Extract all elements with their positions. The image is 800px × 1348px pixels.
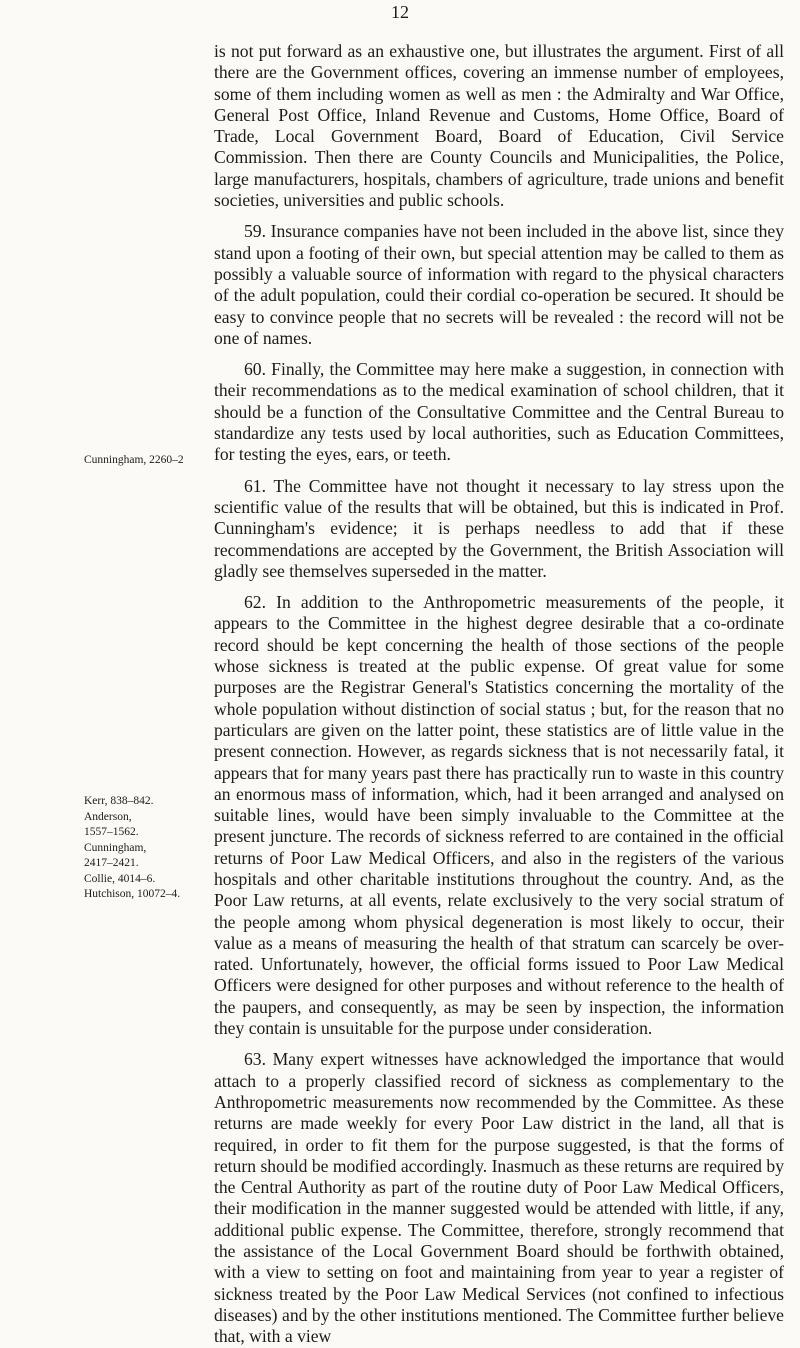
paragraph-59: 59. Insurance companies have not been included in the above list, since they stand upon a footing of their own, but special attention may be called to them as possibly a valuable source of information with regard to the physical characters of the adult population, could their cordial co-operation be secured. It should be easy to convince people that no secrets will be revealed : the record will not be one of names. — [214, 221, 784, 348]
body-text — [214, 41, 784, 1348]
margin-note-line: Kerr, 838–842. — [84, 795, 154, 807]
paragraph-61: 61. The Committee have not thought it necessary to lay stress upon the scientific value of the results that will be obtained, but this is indicated in Prof. Cunningham's evidence; it is perhaps needless to add that if these recommendations are accepted by the Government, the British Association will gladly see themselves superseded in the matter. — [214, 475, 784, 581]
margin-note-line: Collie, 4014–6. — [84, 872, 156, 885]
margin-note-cunningham: Cunningham, 2260–2 — [84, 454, 184, 466]
paragraph-62: 62. In addition to the Anthropometric measurements of the people, it appears to the Committee in the highest degree desirable that a co-ordinate record should be kept concerning the health of those sections of the people whose sickness is treated at the public expense. Of great value for some purposes are the Registrar General's Statistics concerning the mortality of the whole population without distinction of social status ; but, for the reason that no particulars are given on the latter point, these statistics are of little value in the present connection. However, as regards sickness that is not necessarily fatal, it appears that for many years past there has practically run to waste in this country an enormous mass of information, which, had it been arranged and analysed on suitable lines, would have been simply invaluable to the Committee at the present juncture. The records of sickness referred to are contained in the official returns of Poor Law Medical Officers, and also in the registers of the various hospitals and other charitable institutions throughout the country. And, as the Poor Law returns, at all events, relate exclusively to the very social stratum of the people among whom physical degeneration is most likely to occur, their value as a means of measuring the health of that stratum can scarcely be over-rated. Unfortunately, however, the official forms issued to Poor Law Medical Officers were designed for other purposes and without reference to the health of the paupers, and consequently, as may be seen by inspection, the information they contain is unsuitable for the purpose under consideration. — [214, 592, 784, 1039]
margin-note-line: 2417–2421. — [84, 857, 139, 869]
margin-note-line: 1557–1562. — [84, 826, 139, 838]
paragraph-continuation: is not put forward as an exhaustive one, but illustrates the argument. First of all there are the Government offices, covering an immense number of employees, some of them including women as well as men : the Admiralty and War Office, General Post Office, Inland Revenue and Customs, Home Office, Board of Trade, Local Government Board, Board of Education, Civil Service Commission. Then there are County Councils and Municipalities, the Police, large manufacturers, hospitals, chambers of agriculture, trade unions and benefit societies, universities and public schools. — [214, 41, 784, 211]
paragraph-60: 60. Finally, the Committee may here make a suggestion, in connection with their recommendations as to the medical examination of school children, that it should be a function of the Consultative Committee and the Central Bureau to standardize any tests used by local authorities, such as Education Committees, for testing the eyes, ears, or teeth. — [214, 359, 784, 465]
paragraph-63: 63. Many expert witnesses have acknowledged the importance that would attach to a properly classified record of sickness as complementary to the Anthropometric measurements now recommended by the Committee. As these returns are made weekly for every Poor Law district in the land, all that is required, in order to fit them for the purpose suggested, is that the forms of return should be modified accordingly. Inasmuch as these returns are required by the Central Authority as part of the routine duty of Poor Law Medical Officers, their modification in the manner suggested would be attended with little, if any, additional public expense. The Committee, therefore, strongly recommend that the assistance of the Local Government Board should be forthwith obtained, with a view to setting on foot and maintaining from year to year a register of sickness treated by the Poor Law Medical Services (not confined to infectious diseases) and by the other institutions mentioned. The Committee further believe that, with a view — [214, 1049, 784, 1347]
page-number: 12 — [391, 2, 409, 22]
margin-note-line: Hutchison, 10072–4. — [84, 888, 181, 900]
margin-note-witnesses — [84, 794, 214, 903]
margin-note-line: Cunningham, — [84, 841, 147, 854]
margin-note-line: Anderson, — [84, 810, 132, 823]
